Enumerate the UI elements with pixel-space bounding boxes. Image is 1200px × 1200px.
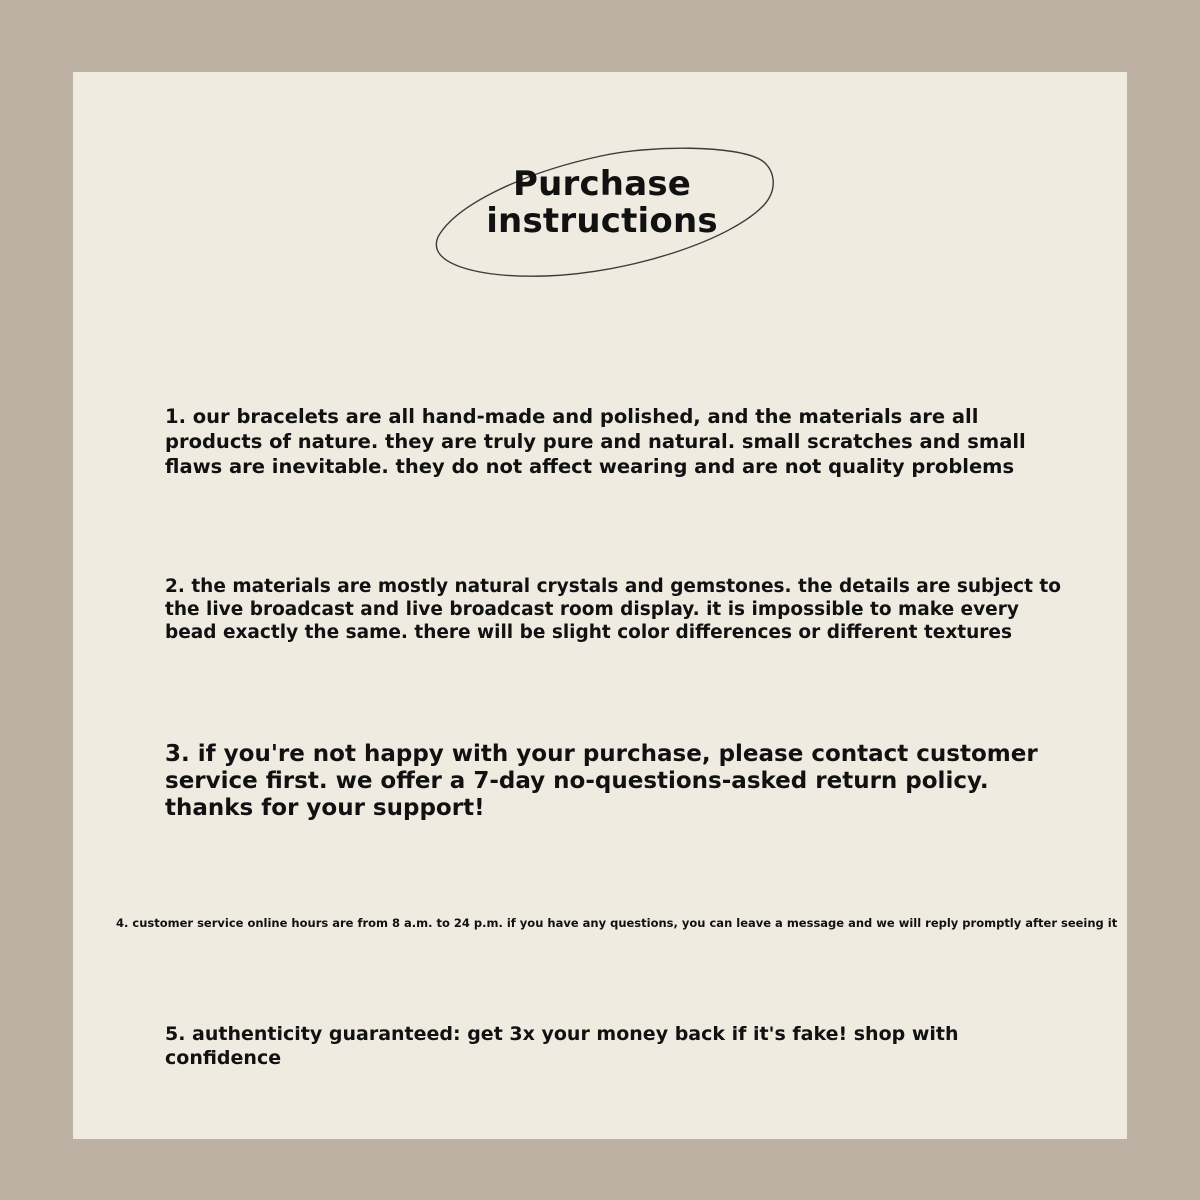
instruction-item-5: 5. authenticity guaranteed: get 3x your money back if it's fake! shop with confidence [165,1023,959,1069]
page-title: Purchase instructions [486,164,718,241]
instruction-item-1: 1. our bracelets are all hand-made and polished, and the materials are all products of nature. they are truly pure and natural. small scratches and small flaws are inevitable. they do not affect wearing and are not quality problems [165,405,1026,478]
instruction-item-4: 4. customer service online hours are from 8 a.m. to 24 p.m. if you have any questions, you can leave a message and we will reply promptly after seeing it [116,916,1118,930]
instruction-card [73,72,1127,1139]
instruction-item-2: 2. the materials are mostly natural crystals and gemstones. the details are subject to the live broadcast and live broadcast room display. it is impossible to make every bead exactly the same. there will be slight color differences or different textures [165,576,1061,643]
title-block [431,150,773,290]
instruction-item-3: 3. if you're not happy with your purchase, please contact customer service first. we offer a 7-day no-questions-asked return policy. thanks for your support! [165,741,1038,821]
